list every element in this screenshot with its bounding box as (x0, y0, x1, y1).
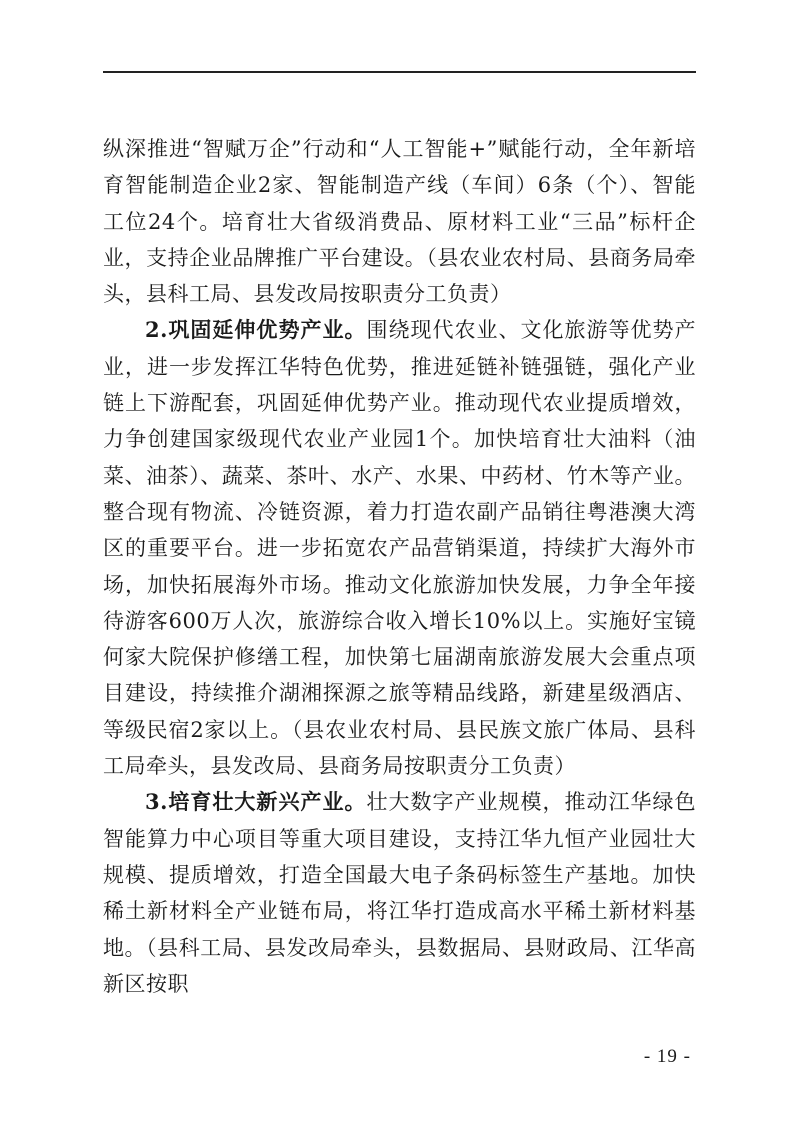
header-rule (103, 71, 696, 73)
section-heading: 2.巩固延伸优势产业。 (145, 317, 367, 343)
section-heading: 3.培育壮大新兴产业。 (145, 789, 367, 815)
document-body (103, 131, 696, 1002)
paragraph-emerging-industries (103, 784, 696, 1002)
paragraph-text: 壮大数字产业规模，推动江华绿色智能算力中心项目等重大项目建设，支持江华九恒产业园壮大规模、提质增效，打造全国最大电子条码标签生产基地。加快稀土新材料全产业链布局，将江华打造成高水平稀土新材料基地。（县科工局、县发改局牵头，县数据局、县财政局、江华高新区按职 (103, 790, 696, 996)
paragraph-consolidate-industries (103, 312, 696, 784)
paragraph-continuation (103, 131, 696, 312)
page-number: - 19 - (643, 1046, 691, 1067)
paragraph-text: 纵深推进“智赋万企”行动和“人工智能+”赋能行动，全年新培育智能制造企业2家、智能制造产线（车间）6条（个）、智能工位24个。培育壮大省级消费品、原材料工业“三品”标杆企业，支持企业品牌推广平台建设。（县农业农村局、县商务局牵头，县科工局、县发改局按职责分工负责） (103, 137, 696, 307)
paragraph-text: 围绕现代农业、文化旅游等优势产业，进一步发挥江华特色优势，推进延链补链强链，强化产业链上下游配套，巩固延伸优势产业。推动现代农业提质增效，力争创建国家级现代农业产业园1个。加快培育壮大油料（油菜、油茶）、蔬菜、茶叶、水产、水果、中药材、竹木等产业。整合现有物流、冷链资源，着力打造农副产品销往粤港澳大湾区的重要平台。进一步拓宽农产品营销渠道，持续扩大海外市场，加快拓展海外市场。推动文化旅游加快发展，力争全年接待游客600万人次，旅游综合收入增长10%以上。实施好宝镜何家大院保护修缮工程，加快第七届湖南旅游发展大会重点项目建设，持续推介湖湘探源之旅等精品线路，新建星级酒店、等级民宿2家以上。（县农业农村局、县民族文旅广体局、县科工局牵头，县发改局、县商务局按职责分工负责） (103, 318, 696, 779)
